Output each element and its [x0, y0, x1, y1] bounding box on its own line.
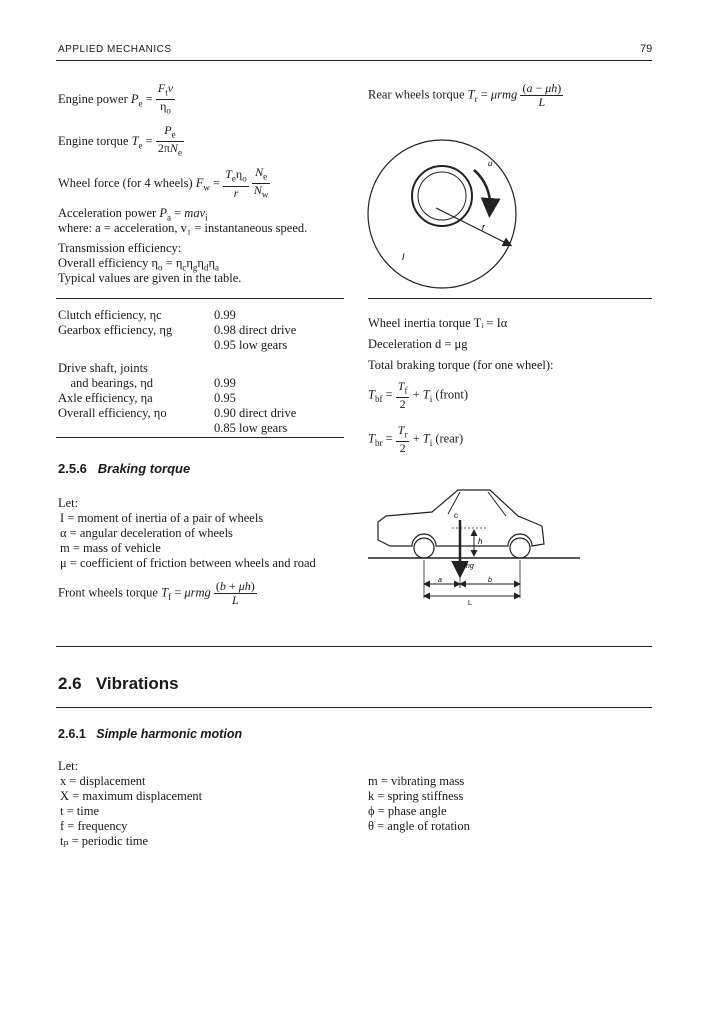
- section-261-let: Let:: [58, 759, 79, 773]
- table-row: [58, 323, 344, 338]
- definition-item: I = moment of inertia of a pair of wheels: [60, 511, 264, 525]
- efficiency-value: 0.95: [214, 391, 236, 405]
- efficiency-value: 0.95 low gears: [214, 338, 288, 352]
- table-row: [58, 361, 344, 376]
- engine-power-label: Engine power: [58, 91, 128, 106]
- section-261-number: 2.6.1: [58, 727, 86, 741]
- engine-torque-formula: Engine torque $T_e$ = $\frac{P_e}{2\pi N_e}$: [58, 123, 182, 158]
- wheel-label-u: u: [488, 159, 493, 168]
- total-braking: Total braking torque (for one wheel):: [368, 358, 554, 372]
- efficiency-label: [58, 338, 214, 353]
- typical-values: Typical values are given in the table.: [58, 271, 242, 285]
- front-wheel: [414, 538, 434, 558]
- efficiency-label: Gearbox efficiency, ηg: [58, 323, 173, 337]
- car-label-h: h: [478, 537, 483, 546]
- efficiency-value: 0.90 direct drive: [214, 406, 297, 420]
- header-rule: [56, 60, 652, 61]
- definition-item: X = maximum displacement: [60, 789, 203, 803]
- wheel-force-label: Wheel force (for 4 wheels): [58, 175, 193, 190]
- page-number: 79: [640, 43, 653, 55]
- section-256-let: Let:: [58, 496, 79, 510]
- definition-item: k = spring stiffness: [368, 789, 464, 803]
- section-26-title: Vibrations: [95, 674, 179, 693]
- wheel-label-r: r: [482, 222, 485, 232]
- efficiency-table: [58, 308, 344, 436]
- efficiency-label: Overall efficiency, ηo: [58, 406, 167, 420]
- wheel-diagram: [364, 136, 520, 292]
- rear-suffix: (rear): [435, 431, 464, 446]
- section-256-number: 2.5.6: [58, 461, 87, 476]
- definition-item: μ = coefficient of friction between wheels and road: [60, 556, 316, 570]
- definition-item: f = frequency: [60, 819, 128, 833]
- accel-where: where: a = acceleration, v₁ = instantaneous speed.: [58, 221, 308, 235]
- section-26-top-rule: [56, 646, 652, 647]
- table-row: [58, 376, 344, 391]
- efficiency-value: 0.99: [214, 376, 236, 390]
- front-suffix: (front): [435, 387, 468, 402]
- section-256-title: Braking torque: [97, 461, 191, 476]
- definition-item: ϕ = phase angle: [368, 804, 447, 818]
- section-261-heading: [58, 727, 242, 741]
- rear-torque-label: Rear wheels torque: [368, 87, 465, 102]
- running-title: APPLIED MECHANICS: [58, 44, 172, 55]
- section-26-number: 2.6: [58, 674, 82, 693]
- car-label-b: b: [488, 577, 492, 584]
- wheel-hub-inner: [418, 172, 466, 220]
- accel-power-label: Acceleration power: [58, 206, 157, 220]
- overall-efficiency-formula: Overall efficiency $\eta_o = \eta_c\eta_g\eta_d\eta_a$: [58, 256, 220, 273]
- efficiency-value: 0.99: [214, 308, 236, 322]
- braking-definitions: [60, 511, 316, 571]
- rear-wheel: [510, 538, 530, 558]
- car-label-c: c: [454, 511, 458, 520]
- accel-power-formula: Acceleration power $P_a = mav_i$: [58, 206, 208, 223]
- section-26-heading: [58, 674, 179, 694]
- wheel-inertia: Wheel inertia torque Tᵢ = Iα: [368, 316, 508, 330]
- efficiency-label: Axle efficiency, ηa: [58, 391, 153, 405]
- efficiency-label: Clutch efficiency, ηc: [58, 308, 162, 322]
- engine-torque-label: Engine torque: [58, 133, 129, 148]
- definition-item: t = time: [60, 804, 99, 818]
- efficiency-value: [214, 361, 344, 376]
- right-top-rule: [368, 298, 652, 299]
- efficiency-value: 0.85 low gears: [214, 421, 288, 435]
- shm-definitions-left: [60, 774, 202, 849]
- definition-item: x = displacement: [60, 774, 146, 788]
- rotation-arrow: [474, 170, 490, 208]
- table-bottom-rule: [56, 437, 344, 438]
- efficiency-label: Drive shaft, joints: [58, 361, 148, 375]
- table-row: [58, 338, 344, 353]
- car-label-a: a: [438, 577, 442, 584]
- efficiency-label: and bearings, ηd: [58, 376, 154, 390]
- front-torque-formula: Front wheels torque $T_f = \mu rmg$ $\frac{(b + \mu h)}{L}$: [58, 579, 255, 607]
- transmission-label: Transmission efficiency:: [58, 241, 182, 255]
- rear-torque-formula: Rear wheels torque $T_r = \mu rmg$ $\frac{(a - \mu h)}{L}$: [368, 81, 562, 109]
- efficiency-value: 0.98 direct drive: [214, 323, 297, 337]
- table-row: [58, 421, 344, 436]
- wheel-force-formula: Wheel force (for 4 wheels) $F_w$ = $\frac{T_e\eta_o}{r}$ $\frac{N_e}{N_w}$: [58, 165, 269, 200]
- overall-label: Overall efficiency: [58, 256, 149, 270]
- definition-item: α = angular deceleration of wheels: [60, 526, 233, 540]
- wheel-label-i: I: [402, 252, 405, 262]
- car-label-mg: mg: [464, 563, 474, 570]
- wheel-hub-circle: [412, 166, 472, 226]
- section-261-title: Simple harmonic motion: [96, 727, 243, 741]
- table-row: [58, 308, 344, 323]
- car-label-l: L: [468, 600, 472, 607]
- front-braking-formula: $T_{bf}$ = $\frac{T_f}{2}$ + $T_i$ (front): [368, 379, 468, 412]
- table-row: [58, 406, 344, 421]
- engine-power-formula: Engine power $P_e$ = $\frac{F_tv}{\eta_o}$: [58, 81, 174, 116]
- section-256-heading: [58, 461, 190, 476]
- definition-item: m = mass of vehicle: [60, 541, 161, 555]
- deceleration: Deceleration d = μg: [368, 337, 468, 351]
- definition-item: θ = angle of rotation: [368, 819, 470, 833]
- car-diagram: [368, 480, 580, 608]
- table-top-rule: [56, 298, 344, 299]
- rear-braking-formula: $T_{br}$ = $\frac{T_r}{2}$ + $T_i$ (rear): [368, 423, 464, 456]
- section-26-bottom-rule: [56, 707, 652, 708]
- front-torque-label: Front wheels torque: [58, 585, 158, 600]
- definition-item: tₚ = periodic time: [60, 834, 149, 848]
- shm-definitions-right: [368, 774, 470, 834]
- wheel-outer-circle: [368, 140, 516, 288]
- definition-item: m = vibrating mass: [368, 774, 465, 788]
- table-row: [58, 391, 344, 406]
- efficiency-label: [58, 421, 214, 436]
